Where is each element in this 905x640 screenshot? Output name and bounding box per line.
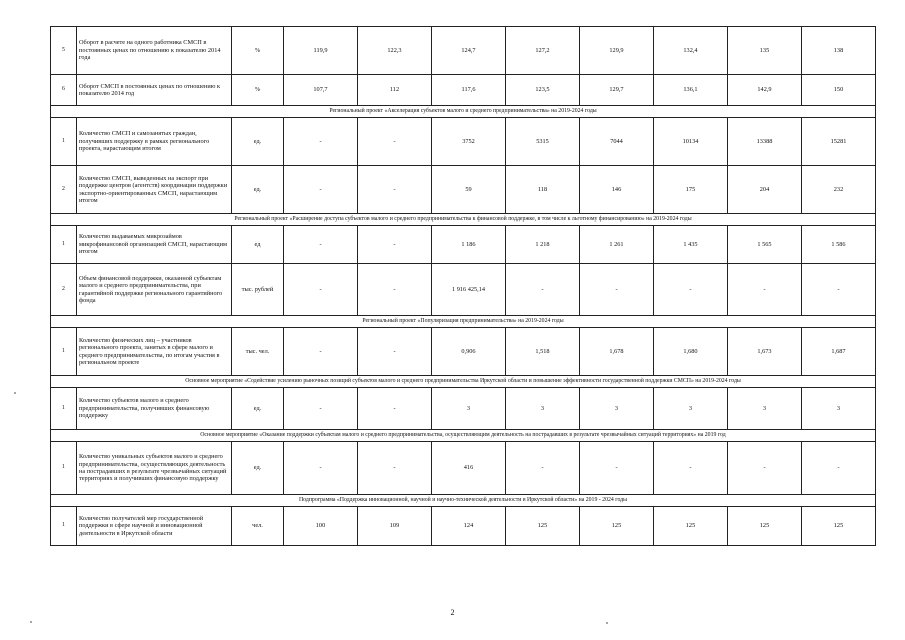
row-number: 1 (51, 442, 77, 495)
value-cell: 1 916 425,14 (432, 264, 506, 316)
value-cell: - (802, 442, 876, 495)
value-cell: - (580, 264, 654, 316)
scan-speck (14, 392, 16, 394)
value-cell: 3 (654, 388, 728, 430)
value-cell: 1 586 (802, 226, 876, 264)
value-cell: 142,9 (728, 75, 802, 106)
value-cell: 3752 (432, 118, 506, 166)
value-cell: 3 (580, 388, 654, 430)
indicator-name: Количество уникальных субъектов малого и среднего предпринимательства, осуществляющих деятельность на пострадавших в результате чрезвычайных ситуаций территориях и получивших финансовую поддержку (77, 442, 232, 495)
value-cell: 125 (580, 507, 654, 546)
value-cell: 138 (802, 27, 876, 75)
row-number: 5 (51, 27, 77, 75)
value-cell: 117,6 (432, 75, 506, 106)
section-title: Подпрограмма «Поддержка инновационной, научной и научно-технической деятельности в Иркутской области» на 2019 - 2024 годы (51, 495, 876, 507)
section-header-row (51, 430, 876, 442)
value-cell: - (358, 328, 432, 376)
value-cell: 1,673 (728, 328, 802, 376)
table-row (51, 166, 876, 214)
value-cell: 5315 (506, 118, 580, 166)
value-cell: 132,4 (654, 27, 728, 75)
value-cell: 135 (728, 27, 802, 75)
value-cell: - (728, 442, 802, 495)
value-cell: 124,7 (432, 27, 506, 75)
value-cell: 127,2 (506, 27, 580, 75)
page-number: 2 (450, 608, 455, 617)
document-sheet (50, 26, 875, 546)
value-cell: 0,906 (432, 328, 506, 376)
unit-cell: % (232, 75, 284, 106)
indicator-name: Оборот СМСП в постоянных ценах по отношению к показателю 2014 год (77, 75, 232, 106)
value-cell: - (506, 264, 580, 316)
value-cell: - (358, 442, 432, 495)
value-cell: 124 (432, 507, 506, 546)
value-cell: - (358, 264, 432, 316)
value-cell: 1,680 (654, 328, 728, 376)
value-cell: 100 (284, 507, 358, 546)
section-title: Региональный проект «Популяризация предпринимательства» на 2019-2024 годы (51, 316, 876, 328)
value-cell: 175 (654, 166, 728, 214)
value-cell: - (284, 118, 358, 166)
value-cell: - (654, 264, 728, 316)
section-title: Региональный проект «Расширение доступа субъектов малого и среднего предпринимательства к финансовой поддержке, в том числе к льготному финансированию» на 2019-2024 годы (51, 214, 876, 226)
value-cell: 129,9 (580, 27, 654, 75)
value-cell: 119,9 (284, 27, 358, 75)
value-cell: 125 (506, 507, 580, 546)
row-number: 2 (51, 166, 77, 214)
value-cell: - (358, 166, 432, 214)
section-title: Основное мероприятие «Содействие усилению рыночных позиций субъектов малого и среднего предпринимательства Иркутской области и повышение эффективности государственной поддержки СМСП» на 2019-2024 годы (51, 376, 876, 388)
value-cell: - (728, 264, 802, 316)
value-cell: 1 261 (580, 226, 654, 264)
section-header-row (51, 376, 876, 388)
unit-cell: тыс. рублей (232, 264, 284, 316)
value-cell: 125 (728, 507, 802, 546)
section-header-row (51, 316, 876, 328)
row-number: 1 (51, 507, 77, 546)
unit-cell: ед (232, 226, 284, 264)
value-cell: 125 (654, 507, 728, 546)
row-number: 1 (51, 226, 77, 264)
value-cell: - (654, 442, 728, 495)
value-cell: 125 (802, 507, 876, 546)
value-cell: 3 (728, 388, 802, 430)
value-cell: - (580, 442, 654, 495)
unit-cell: ед. (232, 166, 284, 214)
section-title: Региональный проект «Акселерация субъектов малого и среднего предпринимательства» на 2019-2024 годы (51, 106, 876, 118)
unit-cell: % (232, 27, 284, 75)
value-cell: 59 (432, 166, 506, 214)
unit-cell: тыс. чел. (232, 328, 284, 376)
value-cell: 1 565 (728, 226, 802, 264)
value-cell: 204 (728, 166, 802, 214)
value-cell: - (358, 118, 432, 166)
value-cell: 3 (506, 388, 580, 430)
section-header-row (51, 214, 876, 226)
unit-cell: ед. (232, 118, 284, 166)
value-cell: 3 (432, 388, 506, 430)
section-title: Основное мероприятие «Оказание поддержки субъектам малого и среднего предпринимательства, осуществляющим деятельность на пострадавших в результате чрезвычайных ситуаций территориях» на 2019 год (51, 430, 876, 442)
table-body (51, 27, 876, 546)
value-cell: 129,7 (580, 75, 654, 106)
table-row (51, 226, 876, 264)
row-number: 1 (51, 118, 77, 166)
value-cell: - (284, 166, 358, 214)
value-cell: - (284, 388, 358, 430)
row-number: 1 (51, 328, 77, 376)
indicator-name: Объем финансовой поддержки, оказанной субъектам малого и среднего предпринимательства, при гарантийной поддержке регионального гарантийного фонда (77, 264, 232, 316)
row-number: 6 (51, 75, 77, 106)
value-cell: 13388 (728, 118, 802, 166)
value-cell: - (358, 388, 432, 430)
value-cell: - (802, 264, 876, 316)
indicator-name: Количество выдаваемых микрозаймов микрофинансовой организацией СМСП, нарастающим итогом (77, 226, 232, 264)
value-cell: 1 186 (432, 226, 506, 264)
value-cell: 15281 (802, 118, 876, 166)
unit-cell: ед. (232, 442, 284, 495)
unit-cell: чел. (232, 507, 284, 546)
value-cell: - (284, 328, 358, 376)
value-cell: 136,1 (654, 75, 728, 106)
unit-cell: ед. (232, 388, 284, 430)
table-row (51, 328, 876, 376)
section-header-row (51, 106, 876, 118)
table-row (51, 27, 876, 75)
value-cell: 1,687 (802, 328, 876, 376)
value-cell: 416 (432, 442, 506, 495)
table-row (51, 118, 876, 166)
value-cell: 146 (580, 166, 654, 214)
value-cell: - (284, 442, 358, 495)
value-cell: 3 (802, 388, 876, 430)
scan-speck (606, 622, 608, 624)
section-header-row (51, 495, 876, 507)
table-row (51, 442, 876, 495)
value-cell: 232 (802, 166, 876, 214)
value-cell: - (506, 442, 580, 495)
value-cell: 10134 (654, 118, 728, 166)
indicator-name: Количество получателей мер государственной поддержки в сфере научной и инновационной деятельности в Иркутской области (77, 507, 232, 546)
table-row (51, 388, 876, 430)
row-number: 2 (51, 264, 77, 316)
indicator-name: Количество СМСП, выведенных на экспорт при поддержке центров (агентств) координации поддержки экспортно-ориентированных СМСП, нарастающим итогом (77, 166, 232, 214)
value-cell: 123,5 (506, 75, 580, 106)
value-cell: 122,3 (358, 27, 432, 75)
value-cell: 7044 (580, 118, 654, 166)
value-cell: 1,518 (506, 328, 580, 376)
table-row (51, 507, 876, 546)
table-row (51, 75, 876, 106)
indicator-name: Количество субъектов малого и среднего предпринимательства, получивших финансовую поддержку (77, 388, 232, 430)
value-cell: - (284, 264, 358, 316)
value-cell: 118 (506, 166, 580, 214)
value-cell: 150 (802, 75, 876, 106)
row-number: 1 (51, 388, 77, 430)
value-cell: 1 218 (506, 226, 580, 264)
indicators-table (50, 26, 876, 546)
scan-speck (30, 621, 32, 623)
indicator-name: Оборот в расчете на одного работника СМСП в постоянных ценах по отношению к показателю 2014 года (77, 27, 232, 75)
value-cell: 107,7 (284, 75, 358, 106)
value-cell: - (358, 226, 432, 264)
indicator-name: Количество физических лиц – участников регионального проекта, занятых в сфере малого и среднего предпринимательства, по итогам участия в региональном проекте (77, 328, 232, 376)
value-cell: - (284, 226, 358, 264)
value-cell: 1 435 (654, 226, 728, 264)
value-cell: 109 (358, 507, 432, 546)
value-cell: 112 (358, 75, 432, 106)
value-cell: 1,678 (580, 328, 654, 376)
table-row (51, 264, 876, 316)
indicator-name: Количество СМСП и самозанятых граждан, получивших поддержку в рамках регионального проекта, нарастающим итогом (77, 118, 232, 166)
